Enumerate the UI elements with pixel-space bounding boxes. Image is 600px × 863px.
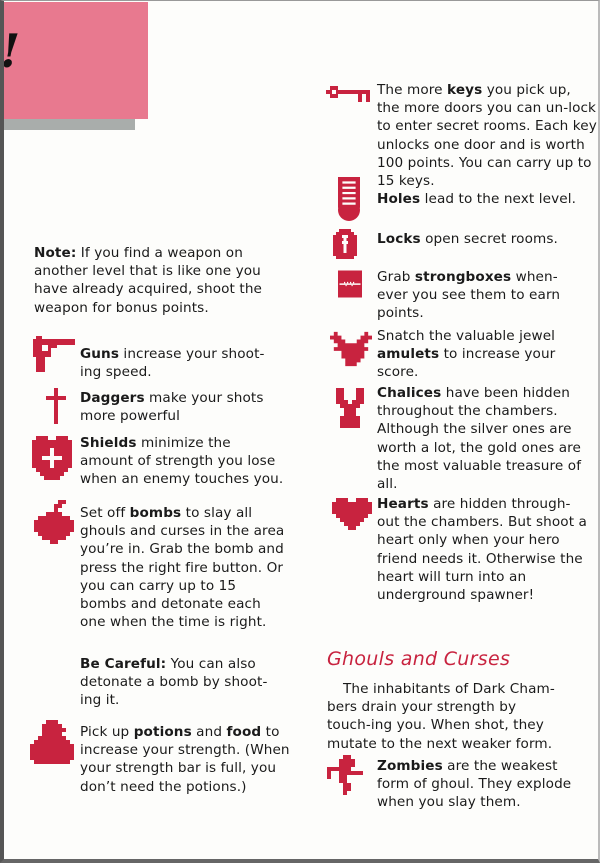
item-strongboxes: Grab strongboxes when-ever you see them to earn points. [377,269,561,322]
dagger-icon [46,388,66,424]
chalice-icon [336,388,364,428]
potion-icon [30,720,74,764]
item-chalices: Chalices have been hidden throughout the chambers. Although the silver ones are worth a lot, the gold ones are the most valuable treasure of all. [377,385,582,493]
item-holes: Holes lead to the next level. [377,191,577,207]
item-shields: Shields minimize the amount of strength you lose when an enemy touches you. [80,435,284,488]
item-bombs: Set off bombs to slay all ghouls and curses in the area you’re in. Grab the bomb and press the right fire button. Or you can carry up to 15 bombs and detonate each one when the time is right. [80,505,285,631]
header-shadow-bar [2,119,135,130]
item-keys: The more keys you pick up, the more doors you can un-lock to enter secret rooms. Each key unlocks one door and is worth 100 points. You can carry up to 15 keys. [377,82,597,190]
section-heading-ghouls: Ghouls and Curses [327,648,511,670]
item-daggers: Daggers make your shots more powerful [80,390,264,425]
strongbox-icon [338,270,362,298]
item-potions: Pick up potions and food to increase your strength. (When your strength bar is full, you don’t need the potions.) [80,724,290,795]
item-locks: Locks open secret rooms. [377,231,558,247]
item-be-careful: Be Careful: You can also detonate a bomb by shoot-ing it. [80,656,268,709]
gun-icon [33,336,75,372]
lock-icon [333,229,357,259]
note-paragraph: Note: If you find a weapon on another level that is like one you have already acquired, shoot the weapon for bonus points. [34,245,263,316]
ghouls-intro: The inhabitants of Dark Cham-bers drain your strength by touch-ing you. When shot, they mutate to the next weaker form. [327,681,555,752]
title-exclamation: ! [0,24,21,78]
shield-icon [32,436,72,480]
note-label: Note: [34,245,77,261]
key-icon [326,86,370,102]
item-guns: Guns increase your shoot-ing speed. [80,346,265,381]
item-hearts: Hearts are hidden through-out the chambers. But shoot a heart only when your hero friend needs it. Otherwise the heart will turn into an underground spawner! [377,496,587,604]
item-zombies: Zombies are the weakest form of ghoul. They explode when you slay them. [377,758,572,811]
heart-icon [332,498,372,530]
item-amulets: Snatch the valuable jewel amulets to increase your score. [377,328,556,381]
header-color-block [2,2,148,119]
zombie-icon [327,755,363,795]
bomb-icon [34,500,74,544]
amulet-icon [330,328,372,370]
hole-icon [338,177,360,221]
